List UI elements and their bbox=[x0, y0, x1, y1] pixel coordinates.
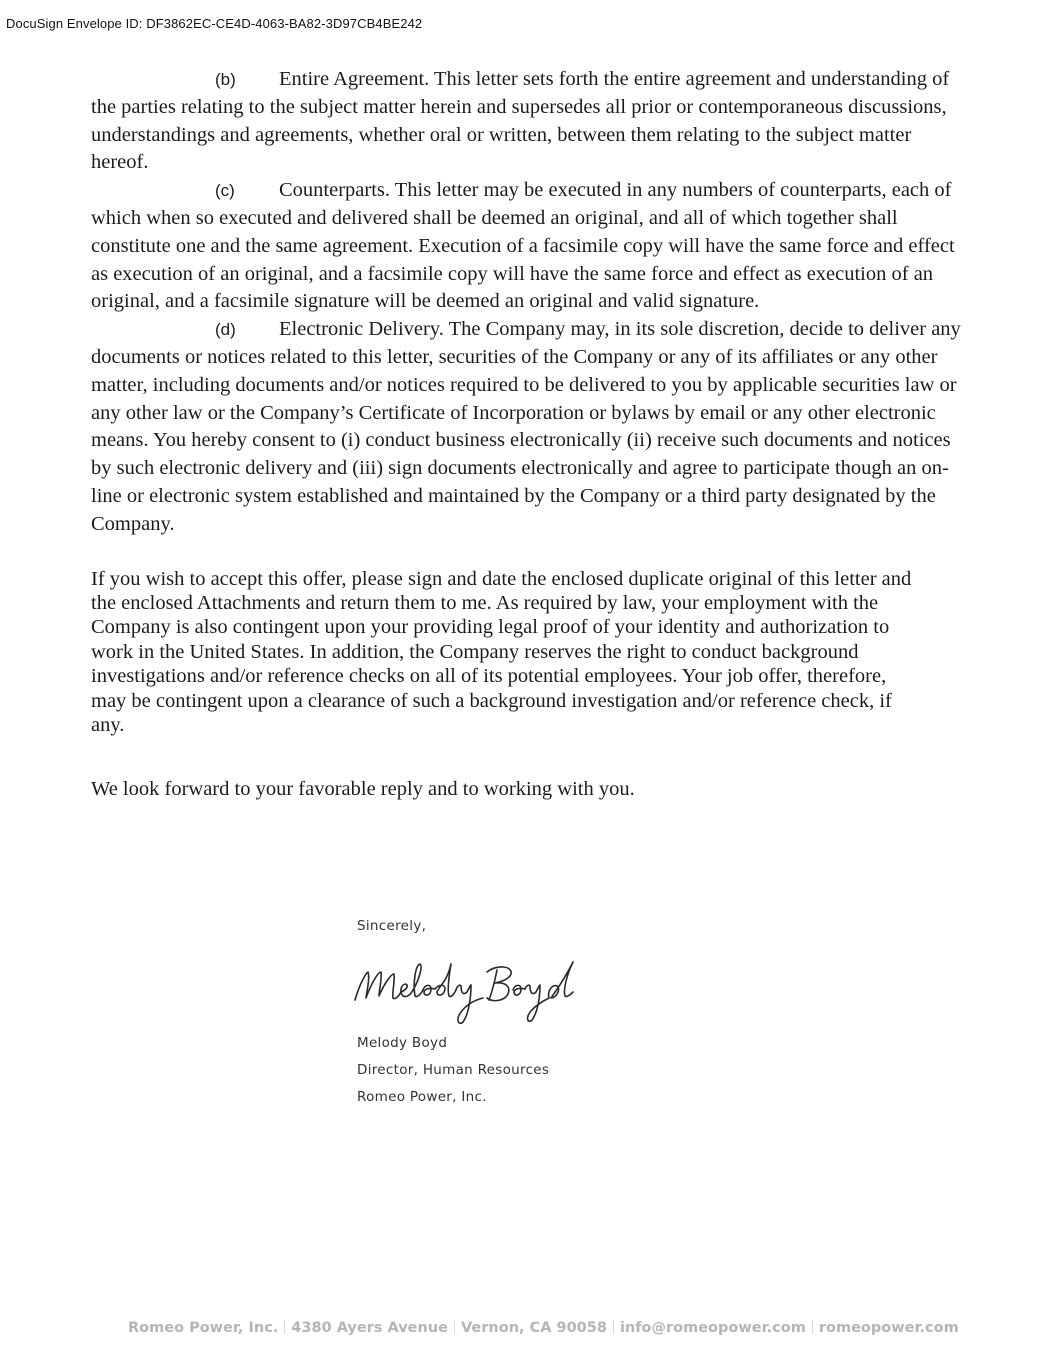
footer-city: Vernon, CA 90058 bbox=[461, 1320, 607, 1336]
signer-company: Romeo Power, Inc. bbox=[357, 1089, 487, 1105]
footer-divider bbox=[812, 1320, 813, 1334]
section-counterparts bbox=[91, 177, 971, 316]
footer-divider bbox=[613, 1320, 614, 1334]
signature-block bbox=[357, 918, 586, 1111]
signer-details bbox=[357, 1030, 586, 1111]
handwritten-signature bbox=[351, 956, 586, 1026]
letterhead-footer bbox=[128, 1320, 959, 1336]
section-electronic-delivery bbox=[91, 316, 971, 538]
footer-divider bbox=[454, 1320, 455, 1334]
section-text: Electronic Delivery. The Company may, in its sole discretion, decide to deliver any documents or notices related to this letter, securities of the Company or any of its affiliates or any other matter, including documents and/or notices required to be delivered to you by applicable securities law or any other law or the Company’s Certificate of Incorporation or bylaws by email or any other electronic means. You hereby consent to (i) conduct business electronically (ii) receive such documents and notices by such electronic delivery and (iii) sign documents electronically and agree to participate though an on-line or electronic system established and maintained by the Company or a third party designated by the Company. bbox=[91, 318, 961, 535]
section-marker: (b) bbox=[215, 70, 236, 89]
section-marker: (d) bbox=[215, 320, 236, 340]
footer-street: 4380 Ayers Avenue bbox=[291, 1320, 448, 1336]
salutation: Sincerely, bbox=[357, 918, 427, 934]
closing-line: We look forward to your favorable reply and to working with you. bbox=[91, 778, 635, 801]
section-text: Counterparts. This letter may be executed in any numbers of counterparts, each of which when so executed and delivered shall be deemed an original, and all of which together shall constitute one and the same agreement. Execution of a facsimile copy will have the same force and effect as execution of an original, and a facsimile copy will have the same force and effect as execution of an original, and a facsimile signature will be deemed an original and valid signature. bbox=[91, 179, 955, 313]
footer-divider bbox=[284, 1320, 285, 1334]
offer-paragraph: If you wish to accept this offer, please sign and date the enclosed duplicate original of this letter and the enclosed Attachments and return them to me. As required by law, your employment with the Company is also contingent upon your providing legal proof of your identity and authorization to work in the United States. In addition, the Company reserves the right to conduct background investigations and/or reference checks on all of its potential employees. Your job offer, therefore, may be contingent upon a clearance of such a background investigation and/or reference check, if any. bbox=[91, 567, 912, 736]
signer-title: Director, Human Resources bbox=[357, 1062, 550, 1078]
docusign-envelope-id: DocuSign Envelope ID: DF3862EC-CE4D-4063-BA82-3D97CB4BE242 bbox=[6, 16, 423, 31]
footer-company: Romeo Power, Inc. bbox=[128, 1320, 279, 1336]
footer-website: romeopower.com bbox=[818, 1320, 959, 1336]
signer-name: Melody Boyd bbox=[357, 1035, 448, 1051]
section-text: Entire Agreement. This letter sets forth the entire agreement and understanding of the parties relating to the subject matter herein and supersedes all prior or contemporaneous discussions, understandings and agreements, whether oral or written, between them relating to the subject matter hereof. bbox=[91, 68, 950, 174]
footer-email: info@romeopower.com bbox=[619, 1320, 806, 1336]
section-marker: (c) bbox=[215, 181, 235, 201]
section-entire-agreement bbox=[91, 66, 971, 177]
letter-body bbox=[91, 66, 971, 802]
